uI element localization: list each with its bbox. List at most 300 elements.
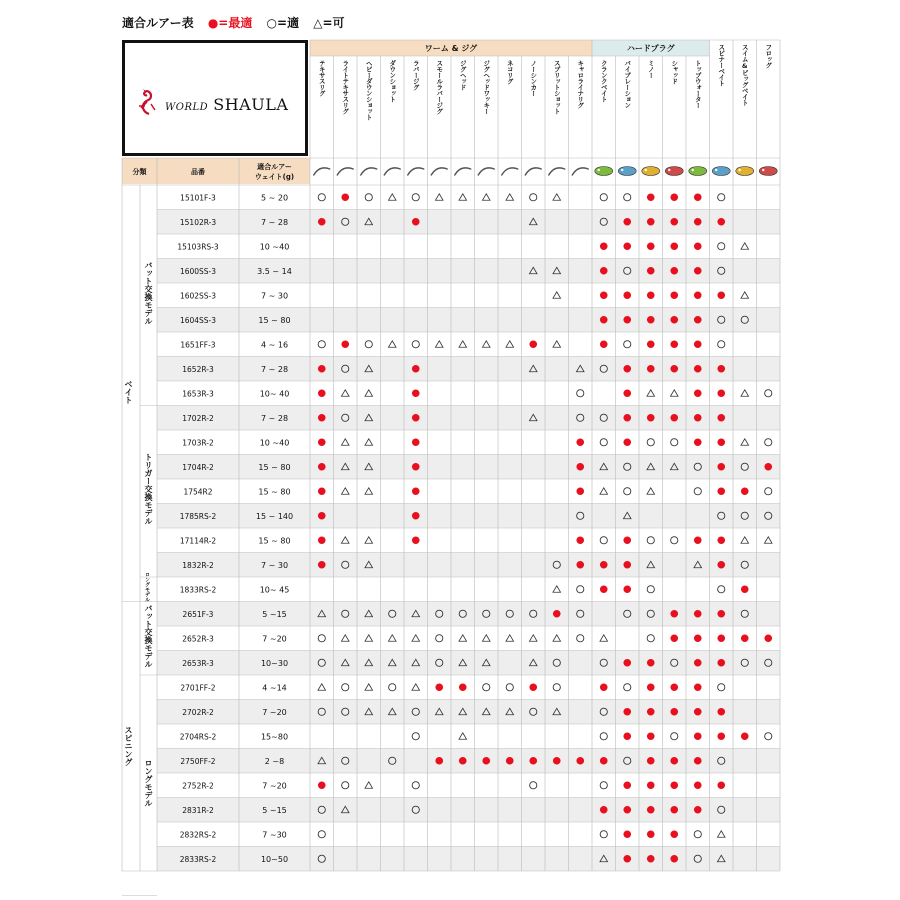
lure-icon — [314, 168, 330, 175]
model-cell: 1754R2 — [183, 487, 213, 497]
column-label: ノーシンカー — [529, 60, 538, 96]
ok-mark — [365, 684, 373, 691]
best-mark — [482, 757, 490, 765]
ok-mark — [506, 635, 514, 642]
good-mark — [412, 782, 419, 789]
ok-mark — [717, 831, 725, 838]
best-mark — [670, 365, 678, 373]
best-mark — [647, 781, 655, 789]
ok-mark — [553, 635, 561, 642]
best-mark — [647, 218, 655, 226]
best-mark — [600, 340, 608, 348]
model-cell: 2651F-3 — [182, 609, 214, 619]
ok-mark — [341, 439, 349, 446]
best-mark — [623, 316, 631, 324]
ok-mark — [365, 488, 373, 495]
weight-cell: 4 ~ 16 — [260, 340, 289, 350]
best-mark — [647, 267, 655, 275]
ok-mark — [459, 194, 467, 201]
best-mark — [647, 365, 655, 373]
model-cell: 2750FF-2 — [180, 756, 216, 766]
good-mark — [765, 439, 772, 446]
best-mark — [318, 512, 326, 520]
ok-mark — [435, 194, 443, 201]
column-label: フロッグ — [764, 44, 773, 68]
weight-cell: 15 ~ 80 — [258, 536, 291, 546]
model-cell: 2832RS-2 — [179, 830, 217, 840]
weight-cell: 7 ~ 30 — [260, 560, 289, 570]
subcategory-label: ロングモデル — [144, 572, 150, 603]
model-cell: 1704R-2 — [182, 462, 214, 472]
best-mark — [694, 659, 702, 667]
ok-mark — [506, 194, 514, 201]
best-mark — [670, 340, 678, 348]
best-mark — [647, 414, 655, 422]
good-mark — [506, 684, 513, 691]
weight-cell: 5 ~15 — [262, 609, 287, 619]
lure-icon — [502, 168, 518, 175]
best-mark — [576, 438, 584, 446]
best-mark — [647, 757, 655, 765]
best-mark — [741, 487, 749, 495]
row-band — [157, 602, 780, 627]
column-label: ジグヘッド — [458, 60, 467, 90]
column-label: ジグヘッドワッキー — [482, 60, 491, 114]
best-mark — [623, 291, 631, 299]
best-mark — [623, 438, 631, 446]
best-mark — [459, 757, 467, 765]
best-mark — [412, 438, 420, 446]
best-mark — [717, 659, 725, 667]
good-mark — [718, 194, 725, 201]
good-mark — [412, 194, 419, 201]
ok-mark — [365, 390, 373, 397]
best-mark — [647, 708, 655, 716]
row-band — [157, 847, 780, 872]
row-band — [157, 553, 780, 578]
legend-ok: △=可 — [313, 16, 345, 30]
good-mark — [365, 194, 372, 201]
best-mark — [623, 708, 631, 716]
good-mark — [718, 586, 725, 593]
weight-cell: 10~50 — [260, 854, 289, 864]
model-cell: 2702R-2 — [182, 707, 214, 717]
weight-cell: 10~30 — [260, 658, 289, 668]
best-mark — [623, 806, 631, 814]
best-mark — [670, 242, 678, 250]
best-mark — [647, 732, 655, 740]
best-mark — [576, 561, 584, 569]
weight-cell: 7 ~ 28 — [260, 364, 289, 374]
good-mark — [365, 341, 372, 348]
model-cell: 1600SS-3 — [179, 266, 217, 276]
good-mark — [577, 586, 584, 593]
model-cell: 2752R-2 — [182, 781, 214, 791]
ok-mark — [341, 390, 349, 397]
model-cell: 1653R-3 — [182, 389, 214, 399]
best-mark — [670, 708, 678, 716]
weight-cell: 15 ~ 80 — [258, 462, 291, 472]
ok-mark — [553, 586, 561, 593]
ok-mark — [365, 537, 373, 544]
lure-eye-icon — [668, 169, 670, 171]
best-mark — [670, 781, 678, 789]
row-band — [157, 749, 780, 774]
best-mark — [717, 414, 725, 422]
best-mark — [506, 757, 514, 765]
best-mark — [717, 365, 725, 373]
best-mark — [553, 757, 561, 765]
weight-cell: 2 ~8 — [264, 756, 285, 766]
best-mark — [412, 365, 420, 373]
ok-mark — [741, 243, 749, 250]
best-mark — [670, 193, 678, 201]
ok-mark — [341, 635, 349, 642]
best-mark — [600, 267, 608, 275]
row-band — [157, 259, 780, 284]
column-label: トップウォーター — [693, 60, 702, 108]
best-mark — [694, 438, 702, 446]
weight-cell: 10 ~40 — [259, 438, 290, 448]
good-mark — [412, 733, 419, 740]
logo-box — [122, 40, 308, 156]
best-mark — [717, 218, 725, 226]
best-mark — [600, 757, 608, 765]
weight-cell: 7 ~20 — [262, 634, 287, 644]
model-cell: 17114R-2 — [179, 536, 217, 546]
lure-eye-icon — [692, 169, 694, 171]
best-mark — [694, 781, 702, 789]
best-mark — [741, 585, 749, 593]
weight-cell: 7 ~20 — [262, 781, 287, 791]
best-mark — [623, 389, 631, 397]
best-mark — [600, 316, 608, 324]
good-mark — [530, 782, 537, 789]
best-mark — [647, 193, 655, 201]
column-label: ラバージグ — [411, 60, 420, 90]
best-mark — [717, 634, 725, 642]
weight-cell: 15 ~ 140 — [255, 511, 294, 521]
best-mark — [717, 781, 725, 789]
weight-cell: 4 ~14 — [262, 683, 287, 693]
best-mark — [717, 291, 725, 299]
good-mark — [577, 390, 584, 397]
ok-mark — [529, 635, 537, 642]
weight-header-label-2: ウェイト(g) — [254, 173, 295, 181]
best-mark — [670, 683, 678, 691]
ok-mark — [647, 488, 655, 495]
best-mark — [600, 806, 608, 814]
best-mark — [623, 365, 631, 373]
ok-mark — [412, 684, 420, 691]
best-mark — [318, 463, 326, 471]
best-mark — [623, 561, 631, 569]
best-mark — [623, 830, 631, 838]
good-mark — [600, 537, 607, 544]
best-mark — [576, 757, 584, 765]
good-mark — [412, 341, 419, 348]
best-mark — [318, 414, 326, 422]
best-mark — [717, 389, 725, 397]
best-mark — [764, 634, 772, 642]
good-mark — [624, 488, 631, 495]
column-label: スイム&ビッグベイト — [740, 44, 749, 106]
column-label: スピナーベイト — [717, 44, 726, 86]
ok-mark — [600, 488, 608, 495]
good-mark — [765, 733, 772, 740]
best-mark — [717, 536, 725, 544]
row-band — [157, 308, 780, 333]
lure-eye-icon — [621, 169, 623, 171]
good-mark — [318, 341, 325, 348]
best-mark — [694, 732, 702, 740]
model-cell: 1604SS-3 — [179, 315, 217, 325]
category-label: ベイト — [124, 379, 133, 404]
model-header-label: 品番 — [191, 168, 205, 176]
best-mark — [318, 438, 326, 446]
best-mark — [670, 316, 678, 324]
good-mark — [553, 684, 560, 691]
best-mark — [717, 463, 725, 471]
good-mark — [318, 831, 325, 838]
best-mark — [717, 438, 725, 446]
best-mark — [670, 806, 678, 814]
subcategory-label: トリガー交換モデル — [144, 453, 153, 526]
good-mark — [600, 782, 607, 789]
good-mark — [600, 831, 607, 838]
best-mark — [412, 512, 420, 520]
ok-mark — [670, 390, 678, 397]
best-mark — [318, 365, 326, 373]
model-cell: 2833RS-2 — [179, 854, 217, 864]
good-mark — [389, 684, 396, 691]
ok-mark — [365, 635, 373, 642]
weight-cell: 7 ~ 28 — [260, 217, 289, 227]
model-cell: 1833RS-2 — [179, 585, 217, 595]
best-mark — [694, 610, 702, 618]
ok-mark — [459, 341, 467, 348]
good-mark — [600, 194, 607, 201]
best-mark — [529, 757, 537, 765]
ok-mark — [553, 341, 561, 348]
best-mark — [670, 610, 678, 618]
good-mark — [765, 488, 772, 495]
best-mark — [694, 683, 702, 691]
best-mark — [600, 585, 608, 593]
best-mark — [647, 316, 655, 324]
best-mark — [694, 757, 702, 765]
good-mark — [342, 684, 349, 691]
ok-mark — [459, 635, 467, 642]
best-mark — [435, 757, 443, 765]
best-mark — [670, 414, 678, 422]
lure-icon — [759, 167, 777, 176]
best-mark — [623, 732, 631, 740]
good-mark — [765, 390, 772, 397]
logo-world: WORLD — [165, 102, 209, 113]
ok-mark — [459, 733, 467, 740]
model-cell: 1602SS-3 — [179, 291, 217, 301]
good-mark — [624, 341, 631, 348]
column-label: クランクベイト — [599, 60, 608, 102]
best-mark — [435, 683, 443, 691]
model-cell: 1703R-2 — [182, 438, 214, 448]
good-mark — [718, 684, 725, 691]
weight-cell: 7 ~30 — [262, 830, 287, 840]
row-band — [157, 406, 780, 431]
best-mark — [670, 291, 678, 299]
best-mark — [694, 193, 702, 201]
best-mark — [318, 389, 326, 397]
column-label: スプリットショット — [552, 60, 561, 114]
model-cell: 1652R-3 — [182, 364, 214, 374]
weight-cell: 15 ~ 80 — [258, 315, 291, 325]
ok-mark — [412, 635, 420, 642]
best-mark — [694, 414, 702, 422]
good-mark — [671, 733, 678, 740]
best-mark — [694, 242, 702, 250]
model-cell: 2652R-3 — [182, 634, 214, 644]
best-mark — [318, 781, 326, 789]
column-label: ネコリグ — [505, 60, 514, 84]
best-mark — [600, 242, 608, 250]
best-mark — [412, 463, 420, 471]
lure-icon — [736, 167, 754, 176]
weight-cell: 15~80 — [260, 732, 289, 742]
subcategory-label: ロングモデル — [144, 759, 153, 808]
best-mark — [412, 414, 420, 422]
ok-mark — [318, 684, 326, 691]
model-cell: 2831R-2 — [182, 805, 214, 815]
best-mark — [647, 855, 655, 863]
row-band — [157, 357, 780, 382]
lure-icon — [712, 167, 730, 176]
good-mark — [624, 684, 631, 691]
ok-mark — [482, 194, 490, 201]
ok-mark — [647, 390, 655, 397]
lure-icon — [408, 168, 424, 175]
good-mark — [577, 635, 584, 642]
good-mark — [694, 831, 701, 838]
subcategory-label: バット交換モデル — [144, 604, 153, 669]
good-mark — [483, 684, 490, 691]
ok-mark — [388, 194, 396, 201]
column-label: ヘビーダウンショット — [364, 60, 373, 120]
lure-icon — [525, 168, 541, 175]
lure-eye-icon — [645, 169, 647, 171]
best-mark — [670, 855, 678, 863]
weight-cell: 5 ~15 — [262, 805, 287, 815]
lure-icon — [455, 168, 471, 175]
best-mark — [318, 536, 326, 544]
best-mark — [600, 291, 608, 299]
best-mark — [318, 218, 326, 226]
weight-cell: 7 ~ 30 — [260, 291, 289, 301]
column-label: キャロライナリグ — [576, 60, 585, 108]
best-mark — [576, 536, 584, 544]
category-label: スピニング — [124, 726, 133, 766]
best-mark — [623, 242, 631, 250]
lure-eye-icon — [598, 169, 600, 171]
column-label: テキサスリグ — [317, 60, 326, 96]
good-mark — [318, 194, 325, 201]
ok-mark — [341, 488, 349, 495]
good-mark — [600, 733, 607, 740]
ok-mark — [388, 341, 396, 348]
model-cell: 1832R-2 — [182, 560, 214, 570]
model-cell: 1785RS-2 — [179, 511, 217, 521]
best-mark — [694, 316, 702, 324]
best-mark — [341, 340, 349, 348]
model-cell: 1702R-2 — [182, 413, 214, 423]
best-mark — [318, 561, 326, 569]
model-cell: 2704RS-2 — [179, 732, 217, 742]
logo-text — [165, 95, 288, 114]
best-mark — [647, 340, 655, 348]
legend-best: ●=最適 — [207, 16, 253, 30]
best-mark — [694, 267, 702, 275]
column-label: バイブレーション — [623, 60, 632, 108]
ok-mark — [341, 537, 349, 544]
best-mark — [600, 561, 608, 569]
ok-mark — [365, 782, 373, 789]
lure-icon — [361, 168, 377, 175]
best-mark — [623, 414, 631, 422]
best-mark — [694, 291, 702, 299]
model-cell: 15101F-3 — [180, 193, 216, 203]
weight-cell: 3.5 ~ 14 — [257, 266, 292, 276]
best-mark — [623, 855, 631, 863]
best-mark — [670, 830, 678, 838]
lure-icon — [618, 167, 636, 176]
ok-mark — [741, 390, 749, 397]
best-mark — [694, 536, 702, 544]
lure-icon — [478, 168, 494, 175]
row-band — [157, 700, 780, 725]
good-mark — [671, 537, 678, 544]
best-mark — [459, 683, 467, 691]
best-mark — [412, 536, 420, 544]
best-mark — [647, 683, 655, 691]
lure-icon — [689, 167, 707, 176]
weight-cell: 5 ~ 20 — [260, 193, 289, 203]
best-mark — [694, 708, 702, 716]
column-label: スモールラバージグ — [435, 60, 444, 114]
scorpion-icon — [133, 86, 165, 118]
group-hard-label: ハードプラグ — [626, 44, 675, 53]
best-mark — [694, 806, 702, 814]
good-mark — [718, 341, 725, 348]
best-mark — [717, 561, 725, 569]
lure-icon — [572, 168, 588, 175]
good-mark — [647, 635, 654, 642]
best-mark — [412, 487, 420, 495]
best-mark — [694, 340, 702, 348]
best-mark — [647, 659, 655, 667]
weight-cell: 10~ 45 — [259, 585, 290, 595]
lure-icon — [549, 168, 565, 175]
good-mark — [600, 439, 607, 446]
model-cell: 15103RS-3 — [177, 242, 219, 252]
good-mark — [671, 439, 678, 446]
legend-good: ○=適 — [266, 16, 300, 30]
ok-mark — [388, 635, 396, 642]
good-mark — [647, 439, 654, 446]
weight-cell: 10~ 40 — [259, 389, 290, 399]
lure-eye-icon — [739, 169, 741, 171]
row-band — [157, 210, 780, 235]
best-mark — [647, 242, 655, 250]
